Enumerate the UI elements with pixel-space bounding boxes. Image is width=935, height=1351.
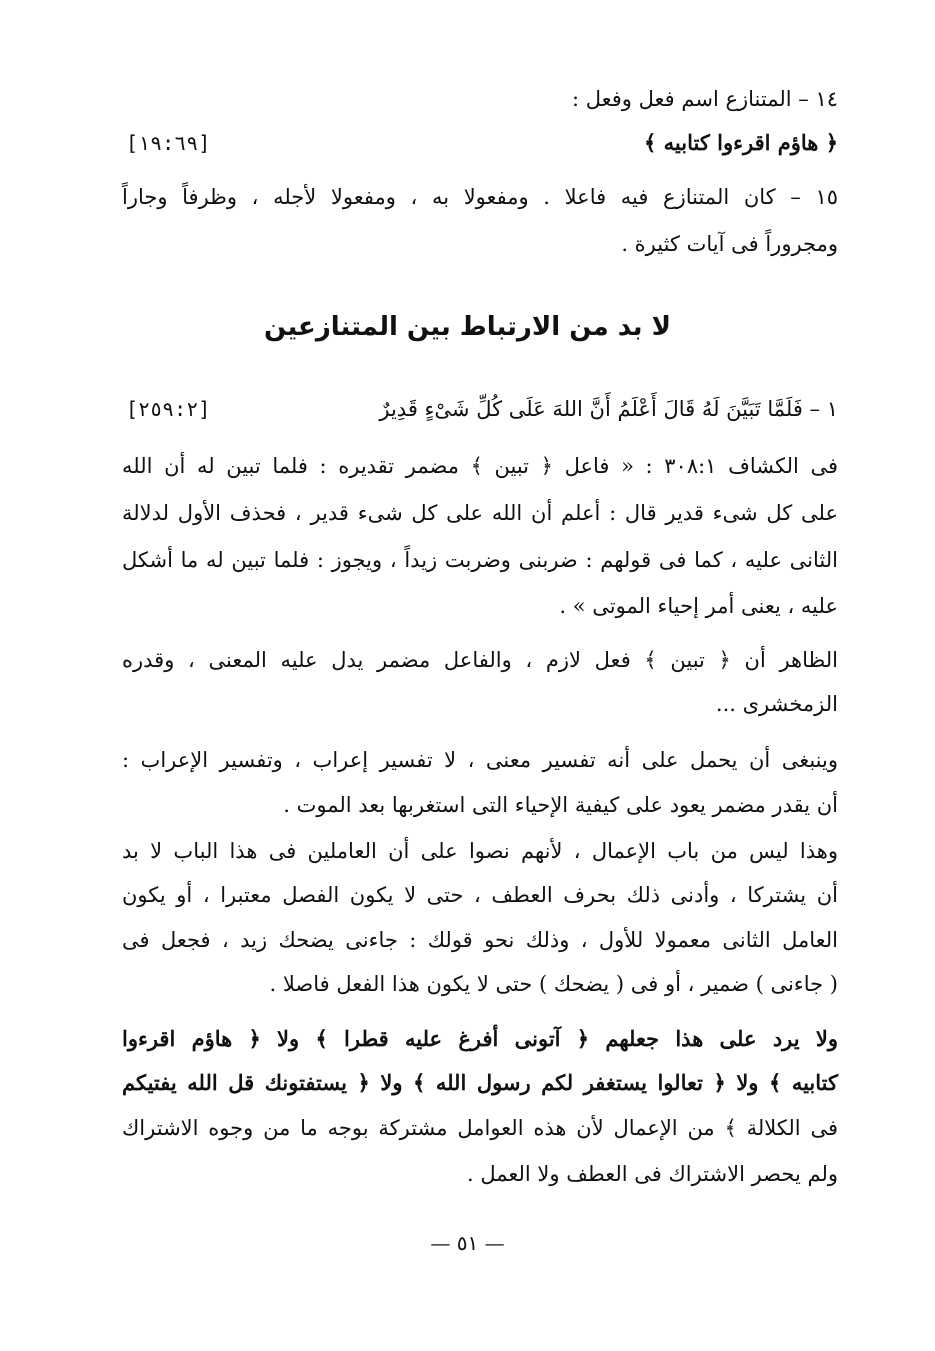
page-number: — ٥١ — xyxy=(430,1231,505,1255)
item-15-line: ١٥ – كان المتنازع فيه فاعلا . ومفعولا به ، ومفعولا لأجله ، وظرفاً وجاراً xyxy=(122,185,838,209)
item-1-verse: ١ – فَلَمَّا تَبَيَّنَ لَهُ قَالَ أَعْلَمُ أَنَّ اللهَ عَلَى كُلِّ شَىْءٍ قَدِيرٌ xyxy=(379,397,838,421)
paragraph-line: ( جاءنى ) ضمير ، أو فى ( يضحك ) حتى لا يكون هذا الفعل فاصلا . xyxy=(269,972,838,996)
item-1-reference: [٢٥٩:٢] xyxy=(126,397,211,421)
paragraph-line: وينبغى أن يحمل على أنه تفسير معنى ، لا تفسير إعراب ، وتفسير الإعراب : xyxy=(122,748,838,772)
item-14-intro: ١٤ – المتنازع اسم فعل وفعل : xyxy=(571,87,838,111)
paragraph-line: فى الكشاف ٣٠٨:١ : « فاعل ﴿ تبين ﴾ مضمر تقديره : فلما تبين له أن الله xyxy=(122,454,838,478)
paragraph-line: ولا يرد على هذا جعلهم ﴿ آتونى أفرغ عليه قطرا ﴾ ولا ﴿ هاؤم اقرءوا xyxy=(122,1026,838,1051)
paragraph-line: على كل شىء قدير قال : أعلم أن الله على كل شىء قدير ، فحذف الأول لدلالة xyxy=(122,501,838,525)
paragraph-line: الثانى عليه ، كما فى قولهم : ضربنى وضربت زيداً ، ويجوز : فلما تبين له ما أشكل xyxy=(122,548,838,572)
paragraph-line: وهذا ليس من باب الإعمال ، لأنهم نصوا على أن العاملين فى هذا الباب لا بد xyxy=(122,839,838,863)
section-heading: لا بد من الارتباط بين المتنازعين xyxy=(264,312,671,342)
paragraph-line: الزمخشرى ... xyxy=(715,692,838,716)
paragraph-line: الظاهر أن ﴿ تبين ﴾ فعل لازم ، والفاعل مضمر يدل عليه المعنى ، وقدره xyxy=(122,648,838,672)
paragraph-line: ولم يحصر الاشتراك فى العطف ولا العمل . xyxy=(467,1162,838,1186)
item-14-reference: [١٩:٦٩] xyxy=(126,131,211,155)
paragraph-line: كتابيه ﴾ ولا ﴿ تعالوا يستغفر لكم رسول الله ﴾ ولا ﴿ يستفتونك قل الله يفتيكم xyxy=(122,1070,838,1095)
paragraph-line: العامل الثانى معمولا للأول ، وذلك نحو قولك : جاءنى يضحك زيد ، فجعل فى xyxy=(122,928,838,952)
paragraph-line: فى الكلالة ﴾ من الإعمال لأن هذه العوامل مشتركة بوجه ما من وجوه الاشتراك xyxy=(122,1116,838,1140)
item-15-line: ومجروراً فى آيات كثيرة . xyxy=(621,232,838,256)
paragraph-line: عليه ، يعنى أمر إحياء الموتى » . xyxy=(559,594,838,618)
paragraph-line: أن يقدر مضمر يعود على كيفية الإحياء التى استغربها بعد الموت . xyxy=(283,793,838,817)
paragraph-line: أن يشتركا ، وأدنى ذلك بحرف العطف ، حتى لا يكون الفصل معتبرا ، أو يكون xyxy=(122,883,838,907)
item-14-verse: ﴿ هاؤم اقرءوا كتابيه ﴾ xyxy=(644,130,838,155)
